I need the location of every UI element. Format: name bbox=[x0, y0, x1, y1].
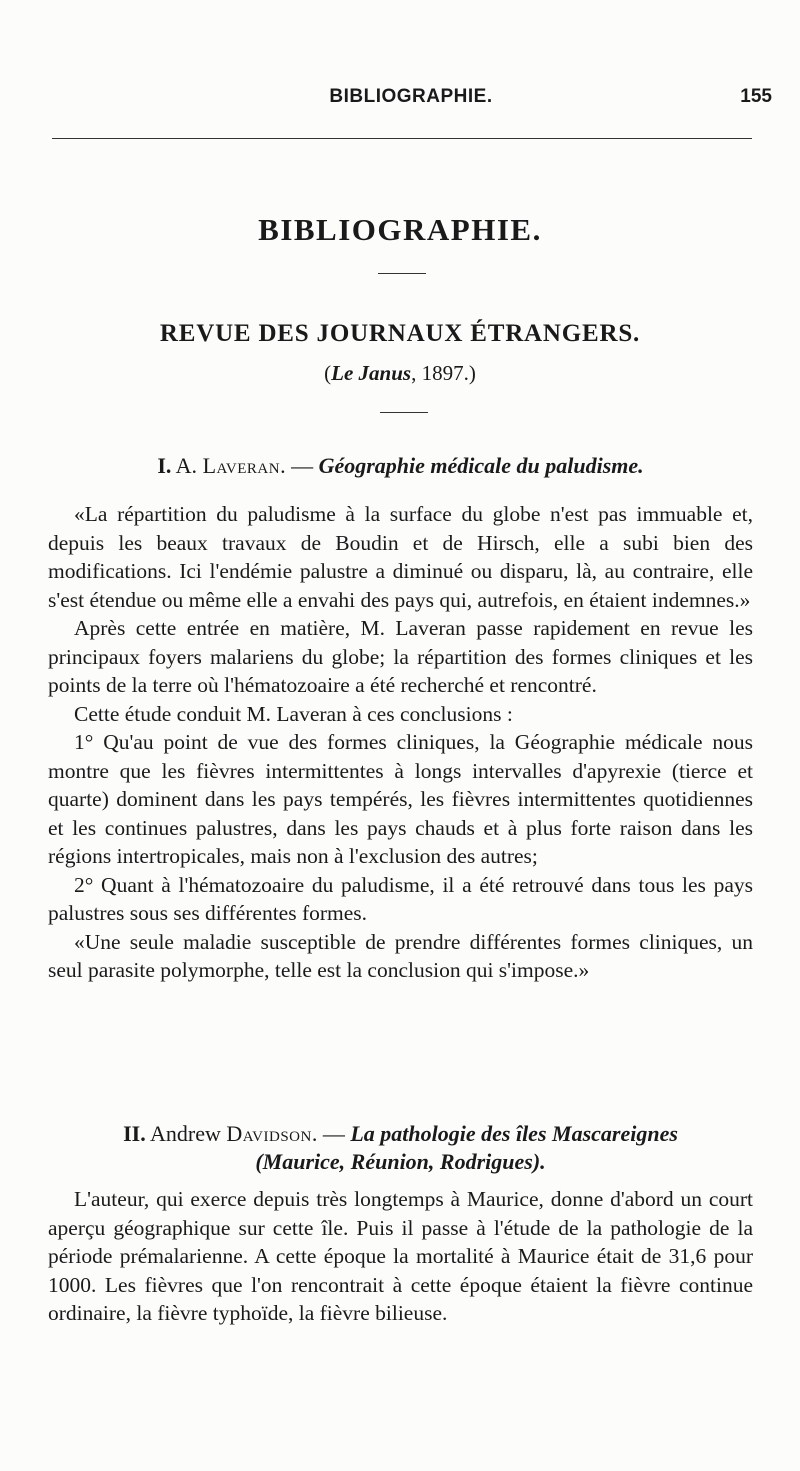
entry-1-body bbox=[48, 500, 753, 985]
source-year: 1897 bbox=[421, 361, 464, 385]
page-number: 155 bbox=[740, 86, 772, 107]
entry-2-author: Davidson bbox=[226, 1121, 312, 1146]
section-title: REVUE DES JOURNAUX ÉTRANGERS. bbox=[159, 320, 641, 347]
entry-1-paragraph: 2° Quant à l'hématozoaire du paludisme, il a été retrouvé dans tous les pays palustres sous ses différentes formes. bbox=[48, 872, 753, 925]
source-journal: Le Janus bbox=[331, 361, 412, 385]
section-divider bbox=[380, 412, 428, 413]
entry-1-numeral: I. bbox=[157, 453, 172, 478]
section-source: (Le Janus, 1897.) bbox=[324, 361, 476, 385]
running-head-title: BIBLIOGRAPHIE. bbox=[329, 86, 493, 107]
entry-2-paragraph: L'auteur, qui exerce depuis très longtemps à Maurice, donne d'abord un court aperçu géographique sur cette île. Puis il passe à l'étude de la pathologie de la période prémalarienne. A cette époque la mortalité à Maurice était de 31,6 pour 1000. Les fièvres que l'on rencontrait à cette époque étaient la fièvre continue ordinaire, la fièvre typhoïde, la fièvre bilieuse. bbox=[48, 1187, 753, 1325]
entry-2-heading-line-1: II. Andrew Davidson. — La pathologie des îles Mascareignes bbox=[123, 1121, 678, 1146]
entry-1-heading: I. A. Laveran. — Géographie médicale du paludisme. bbox=[157, 453, 644, 478]
entry-2-body bbox=[48, 1185, 753, 1328]
entry-2-dash: — bbox=[322, 1121, 345, 1146]
entry-2-work-subtitle: (Maurice, Réunion, Rodrigues). bbox=[255, 1149, 546, 1174]
entry-1-paragraph: «La répartition du paludisme à la surface du globe n'est pas immuable et, depuis les beaux travaux de Boudin et de Hirsch, elle a subi bien des modifications. Ici l'endémie palustre a diminué ou disparu, là, au contraire, elle s'est étendue ou même elle a envahi des pays qui, autrefois, en étaient indemnes.» bbox=[48, 502, 753, 612]
entry-1-dash: — bbox=[291, 453, 314, 478]
header-rule bbox=[52, 138, 752, 139]
entry-1-paragraph: Cette étude conduit M. Laveran à ces conclusions : bbox=[74, 701, 513, 726]
entry-1-author-initial: A. bbox=[175, 453, 198, 478]
entry-1-author: Laveran bbox=[202, 453, 281, 478]
entry-1-paragraph: «Une seule maladie susceptible de prendre différentes formes cliniques, un seul parasite polymorphe, telle est la conclusion qui s'impose.» bbox=[48, 929, 753, 982]
page-title: BIBLIOGRAPHIE. bbox=[258, 212, 542, 247]
entry-2-work-title: La pathologie des îles Mascareignes bbox=[350, 1121, 678, 1146]
entry-1-paragraph: 1° Qu'au point de vue des formes cliniques, la Géographie médicale nous montre que les fièvres intermittentes à longs intervalles d'apyrexie (tierce et quarte) dominent dans les pays tempérés, les fièvres intermittentes quotidiennes et les continues palustres, dans les pays chauds et à plus forte raison dans les régions intertropicales, mais non à l'exclusion des autres; bbox=[48, 730, 753, 868]
title-divider bbox=[378, 273, 426, 274]
entry-2-heading bbox=[48, 1120, 753, 1176]
entry-2-numeral: II. bbox=[123, 1121, 146, 1146]
entry-1-paragraph: Après cette entrée en matière, M. Laveran passe rapidement en revue les principaux foyers malariens du globe; la répartition des formes cliniques et les points de la terre où l'hématozoaire a été recherché et rencontré. bbox=[48, 616, 753, 697]
entry-1-work-title: Géographie médicale du paludisme. bbox=[318, 453, 644, 478]
entry-2-author-first: Andrew bbox=[150, 1121, 221, 1146]
running-head bbox=[50, 86, 772, 112]
